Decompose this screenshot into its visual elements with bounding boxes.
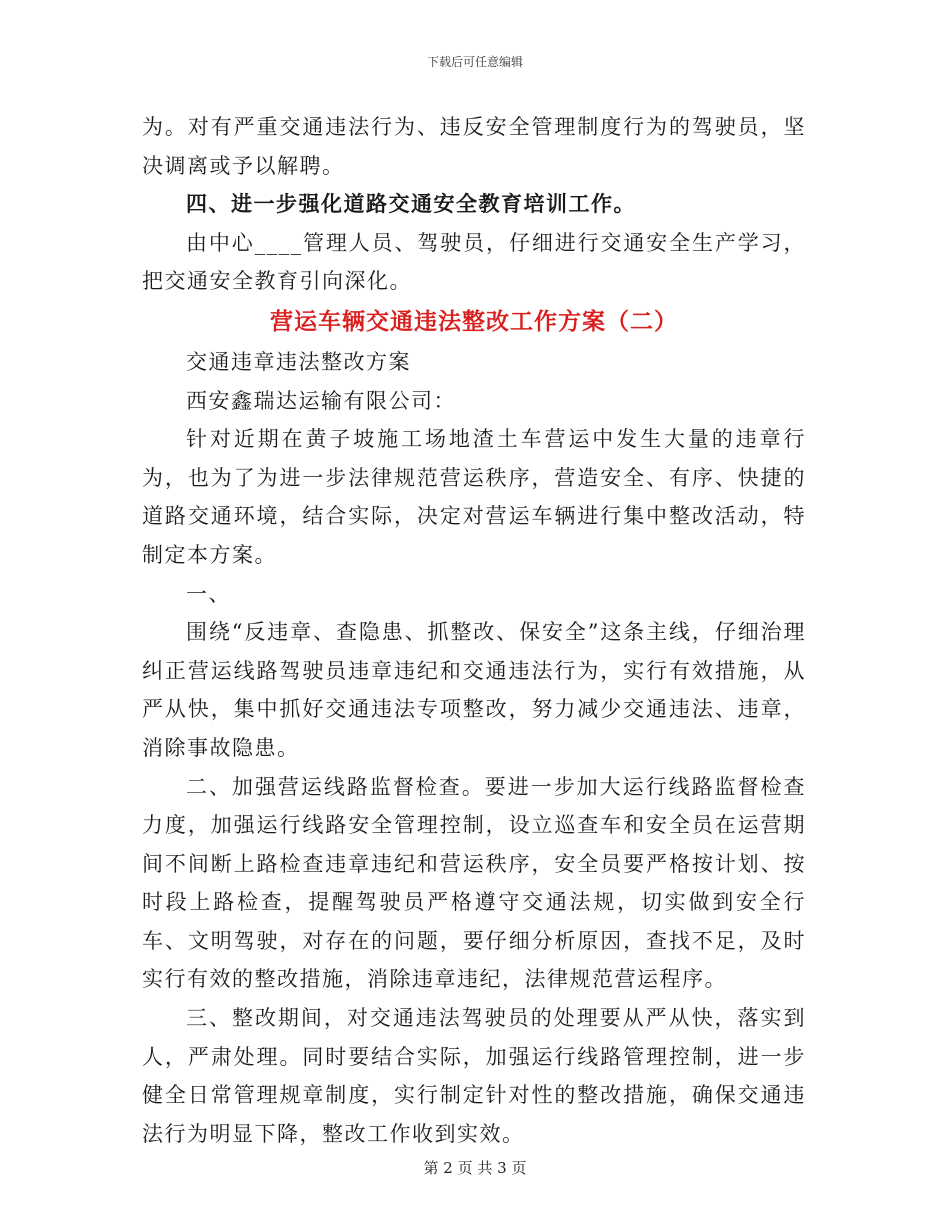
document-body: [142, 108, 806, 1153]
paragraph-continued: 为。对有严重交通违法行为、违反安全管理制度行为的驾驶员，坚决调离或予以解聘。: [142, 115, 806, 178]
addressee: 西安鑫瑞达运输有限公司：: [186, 388, 456, 413]
paragraph-intro: 针对近期在黄子坡施工场地渣土车营运中发生大量的违章行为，也为了为进一步法律规范营运秩序，营造安全、有序、快捷的道路交通环境，结合实际，决定对营运车辆进行集中整改活动，特制定本方案。: [142, 427, 806, 567]
paragraph-section-2: 二、加强营运线路监督检查。要进一步加大运行线路监督检查力度，加强运行线路安全管理控制，设立巡查车和安全员在运营期间不间断上路检查违章违纪和营运秩序，安全员要严格按计划、按时段上路检查，提醒驾驶员严格遵守交通法规，切实做到安全行车、文明驾驶，对存在的问题，要仔细分析原因，查找不足，及时实行有效的整改措施，消除违章违纪，法律规范营运程序。: [142, 774, 806, 992]
page-header-note: 下载后可任意编辑: [426, 55, 523, 69]
plan-subtitle: 交通违章违法整改方案: [186, 349, 411, 374]
document-title: 营运车辆交通违法整改工作方案（二）: [270, 307, 678, 335]
section-heading-1: 一、: [186, 581, 231, 606]
section-heading-4: 四、进一步强化道路交通安全教育培训工作。: [186, 191, 636, 217]
page-footer-number: 第 2 页 共 3 页: [423, 1159, 527, 1177]
paragraph-mainline: 围绕“反违章、查隐患、抓整改、保安全”这条主线，仔细治理纠正营运线路驾驶员违章违纪和交通违法行为，实行有效措施，从严从快，集中抓好交通违法专项整改，努力减少交通违法、违章，消除事故隐患。: [142, 620, 806, 760]
paragraph-section-3: 三、整改期间，对交通违法驾驶员的处理要从严从快，落实到人，严肃处理。同时要结合实际，加强运行线路管理控制，进一步健全日常管理规章制度，实行制定针对性的整改措施，确保交通违法行为明显下降，整改工作收到实效。: [142, 1006, 806, 1146]
paragraph-training: 由中心____管理人员、驾驶员，仔细进行交通安全生产学习，把交通安全教育引向深化。: [142, 230, 806, 294]
